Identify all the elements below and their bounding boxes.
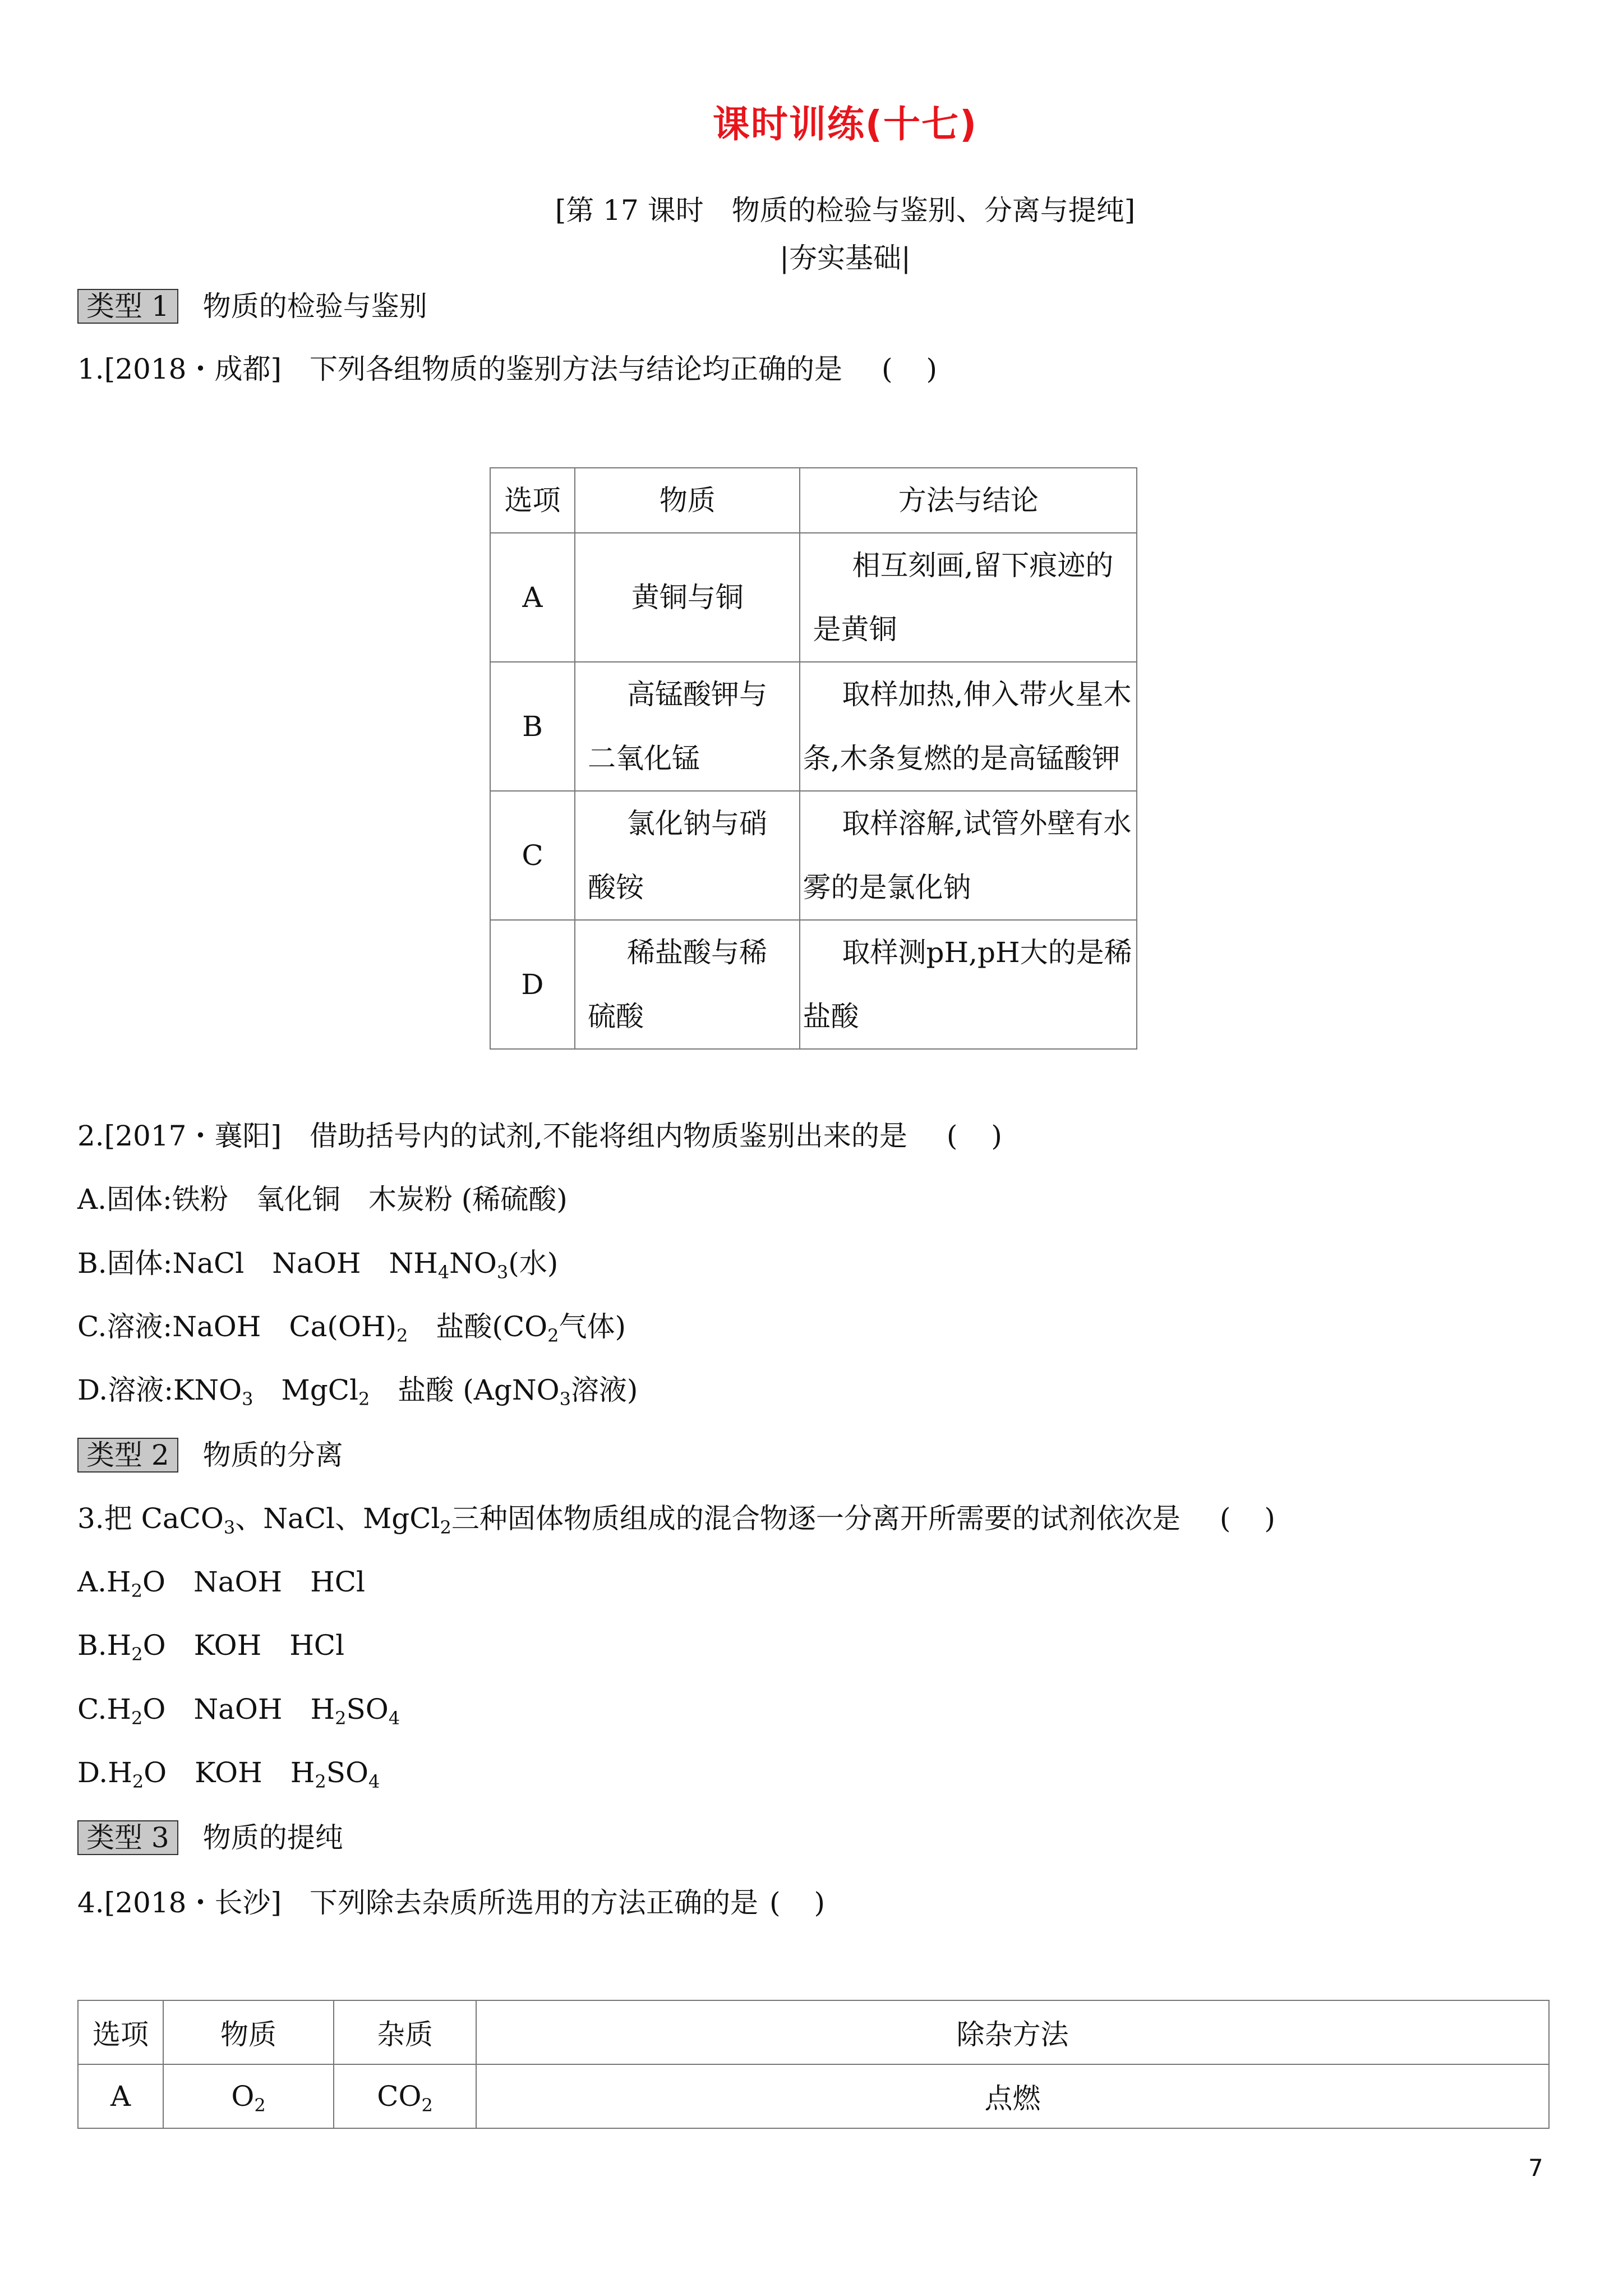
q3-option-c: $C.H_2O$ NaOH $H_2SO_4$ — [77, 1693, 400, 1729]
q3-option-b: $B.H_2O$ KOH HCl — [77, 1629, 345, 1665]
lesson-subtitle: [第 17 课时 物质的检验与鉴别、分离与提纯] — [555, 194, 1136, 227]
question-number: 4. — [77, 1887, 104, 1919]
question-stem: 借助括号内的试剂,不能将组内物质鉴别出来的是 — [309, 1120, 907, 1152]
question-number: 1. — [77, 353, 104, 385]
table-header-row — [78, 2000, 1549, 2064]
row-substance: 稀盐酸与稀硫酸 — [575, 920, 800, 1049]
question-source: [2018・长沙] — [104, 1887, 282, 1919]
header-option: 选项 — [78, 2000, 163, 2064]
question-stem: 下列各组物质的鉴别方法与结论均正确的是 — [309, 353, 842, 385]
page-number: 7 — [1528, 2154, 1543, 2182]
question-4 — [77, 1886, 859, 1920]
type-2-heading — [77, 1438, 343, 1473]
header-impurity: 杂质 — [334, 2000, 476, 2064]
row-option: A — [490, 533, 575, 662]
page-title: 课时训练(十七) — [712, 103, 978, 146]
row-substance: 黄铜与铜 — [575, 533, 800, 662]
type-3-heading — [77, 1820, 343, 1855]
row-substance: $O_2$ — [163, 2064, 334, 2128]
type-badge: 类型 1 — [77, 289, 178, 324]
question-number: 2. — [77, 1120, 104, 1152]
question-stem: 下列除去杂质所选用的方法正确的是 — [309, 1887, 758, 1919]
type-label: 物质的检验与鉴别 — [202, 290, 427, 323]
answer-blank: () — [1219, 1502, 1309, 1535]
table-row — [78, 2064, 1549, 2128]
row-option: A — [78, 2064, 163, 2128]
answer-blank: () — [881, 353, 971, 385]
row-option: C — [490, 791, 575, 920]
answer-blank: () — [769, 1887, 859, 1919]
row-method: 取样加热,伸入带火星木条,木条复燃的是高锰酸钾 — [800, 662, 1137, 791]
q2-option-b: B.固体:NaCl NaOH $NH_4NO_3$(水) — [77, 1247, 559, 1283]
table-row — [490, 791, 1137, 920]
answer-blank: () — [946, 1120, 1036, 1152]
header-method: 方法与结论 — [800, 468, 1137, 533]
q1-table — [490, 467, 1137, 1050]
q2-option-a: A.固体:铁粉 氧化铜 木炭粉 (稀硫酸) — [77, 1183, 568, 1216]
header-method: 除杂方法 — [476, 2000, 1549, 2064]
row-substance: 氯化钠与硝酸铵 — [575, 791, 800, 920]
question-source: [2017・襄阳] — [104, 1120, 282, 1152]
row-option: B — [490, 662, 575, 791]
q3-option-d: $D.H_2O$ KOH $H_2SO_4$ — [77, 1756, 380, 1792]
table-row — [490, 662, 1137, 791]
section-label: |夯实基础| — [780, 242, 911, 274]
row-method: 取样测pH,pH大的是稀盐酸 — [800, 920, 1137, 1049]
table-header-row — [490, 468, 1137, 533]
q4-table — [77, 2000, 1550, 2129]
q2-option-d: D.溶液$:KNO_3$ MgCl$_2$ 盐酸 (AgNO$_3$溶液) — [77, 1374, 638, 1410]
question-2 — [77, 1119, 1036, 1153]
header-substance: 物质 — [163, 2000, 334, 2064]
type-badge: 类型 3 — [77, 1820, 178, 1855]
row-method: 取样溶解,试管外壁有水雾的是氯化钠 — [800, 791, 1137, 920]
row-method: 相互刻画,留下痕迹的是黄铜 — [800, 533, 1137, 662]
table-row — [490, 533, 1137, 662]
table-row — [490, 920, 1137, 1049]
header-substance: 物质 — [575, 468, 800, 533]
q3-option-a: $A.H_2O$ NaOH HCl — [77, 1566, 365, 1602]
question-source: [2018・成都] — [104, 353, 282, 385]
q2-option-c: C.溶液:NaOH $Ca(OH)_2$ 盐酸($CO_2$气体) — [77, 1310, 626, 1346]
type-1-heading — [77, 289, 427, 324]
row-option: D — [490, 920, 575, 1049]
header-option: 选项 — [490, 468, 575, 533]
question-3: 3.把 CaCO$_3$、NaCl、MgCl$_2$三种固体物质组成的混合物逐一分离开所需要的试剂依次是 () — [77, 1502, 1309, 1538]
question-1 — [77, 352, 971, 386]
type-label: 物质的提纯 — [202, 1821, 343, 1854]
row-impurity: $CO_2$ — [334, 2064, 476, 2128]
row-method: 点燃 — [476, 2064, 1549, 2128]
row-substance: 高锰酸钾与二氧化锰 — [575, 662, 800, 791]
type-label: 物质的分离 — [202, 1439, 343, 1471]
type-badge: 类型 2 — [77, 1438, 178, 1473]
